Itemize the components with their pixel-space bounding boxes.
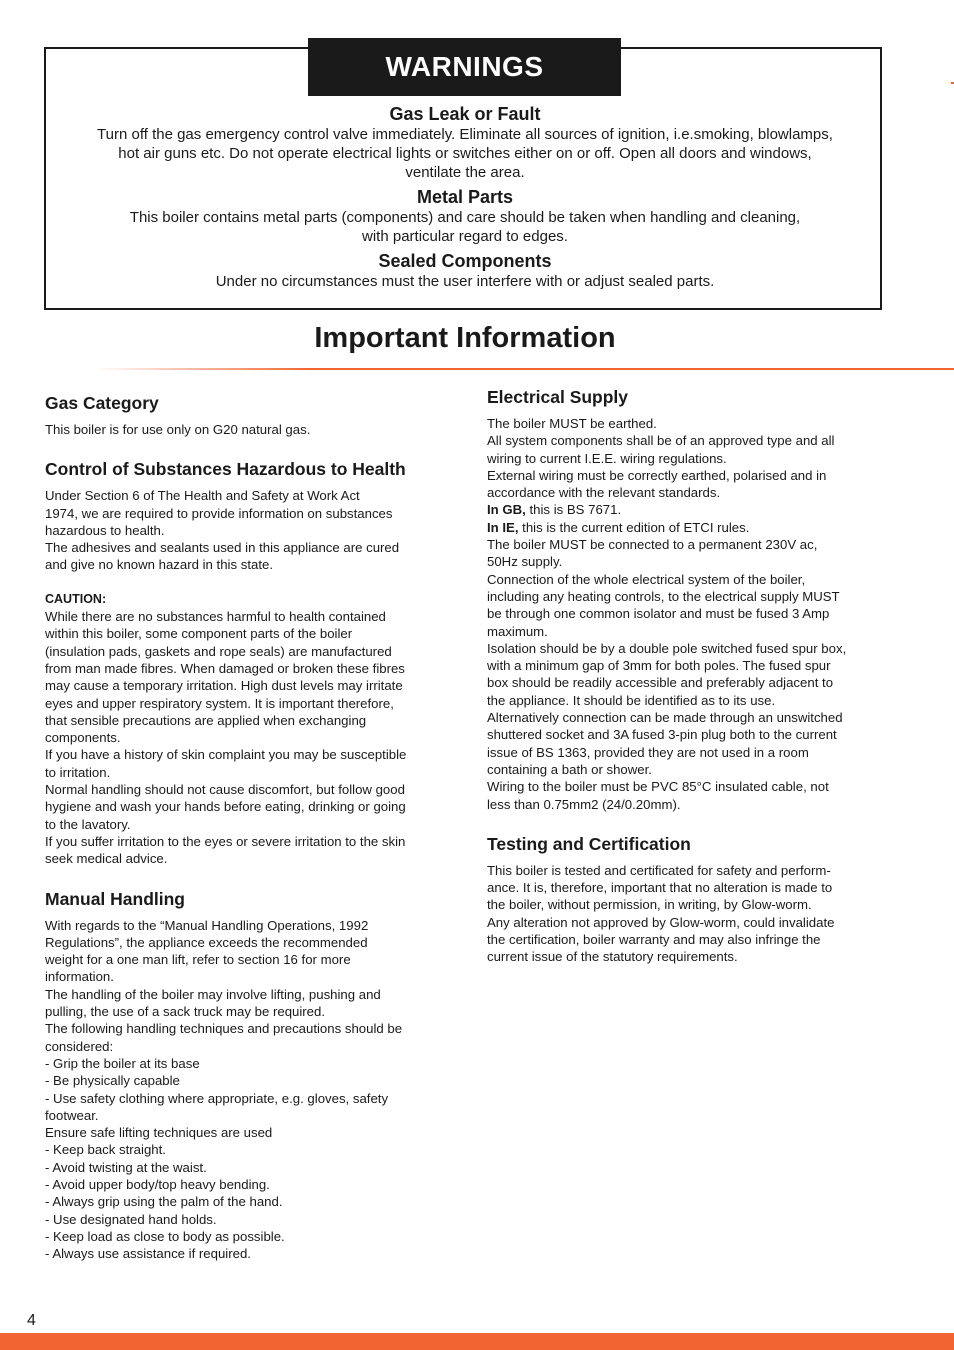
warning-text-sealed-components (60, 272, 870, 291)
right-column (487, 386, 887, 966)
page-number: 4 (27, 1312, 36, 1329)
warning-line: ventilate the area. (405, 164, 525, 181)
caution-text: While there are no substances harmful to health contained within this boiler, some component parts of the boiler (insulation pads, gaskets and rope seals) are manufactured from man made fibres. When damaged or broken these fibres may cause a temporary irritation. High dust levels may irritate eyes and upper respiratory system. It is important therefore, that sensible precautions are applied when exchanging components. If you have a history of skin complaint you may be susceptible to irritation. Normal handling should not cause discomfort, but follow good hygiene and wash your hands before eating, drinking or going to the lavatory. If you suffer irritation to the eyes or severe irritation to the skin seek medical advice. (45, 609, 407, 867)
warning-heading-gas-leak: Gas Leak or Fault (389, 104, 541, 124)
warnings-title: WARNINGS (308, 38, 621, 96)
left-column (45, 392, 445, 1262)
electrical-gb-line (487, 501, 887, 518)
electrical-supply-text-2: The boiler MUST be connected to a permanent 230V ac, 50Hz supply. Connection of the whole electrical system of the boiler, including any heating controls, to the electrical supply MUST be through one common isolator and must be fused 3 Amp maximum. Isolation should be by a double pole switched fused spur box, with a minimum gap of 3mm for both poles. The fused spur box should be readily accessible and preferably adjacent to the appliance. It should be identified as to its use. Alternatively connection can be made through an unswitched shuttered socket and 3A fused 3-pin plug both to the current issue of BS 1363, provided they are not used in a room containing a bath or shower. Wiring to the boiler must be PVC 85°C insulated cable, not less than 0.75mm2 (24/0.20mm). (487, 537, 847, 812)
testing-certification-heading: Testing and Certification (487, 833, 691, 854)
manual-handling-heading: Manual Handling (45, 888, 185, 909)
gas-category-text: This boiler is for use only on G20 natural gas. (45, 422, 311, 437)
electrical-supply-heading: Electrical Supply (487, 387, 629, 407)
testing-certification-text: This boiler is tested and certificated for safety and perform- ance. It is, therefore, important that no alteration is made to the boiler, without permission, in writing, by Glow-worm. Any alteration not approved by Glow-worm, could invalidate the certification, boiler warranty and may also infringe the current issue of the statutory requirements. (487, 862, 835, 965)
electrical-supply-text-1: The boiler MUST be earthed. All system components shall be of an approved type and all wiring to current I.E.E. wiring regulations. External wiring must be correctly earthed, polarised and in accordance with the relevant standards. (487, 416, 835, 501)
page-title: Important Information (314, 322, 616, 354)
warning-heading-metal-parts: Metal Parts (416, 187, 514, 207)
ie-text: this is the current edition of ETCI rules. (518, 519, 750, 535)
warning-text-metal-parts (60, 208, 870, 246)
warning-text-gas-leak (60, 125, 870, 182)
coshh-heading: Control of Substances Hazardous to Health (45, 459, 406, 480)
warning-line: Under no circumstances must the user interfere with or adjust sealed parts. (215, 273, 715, 290)
warnings-content (60, 103, 870, 295)
coshh-text: Under Section 6 of The Health and Safety at Work Act 1974, we are required to provide information on substances hazardous to health. The adhesives and sealants used in this appliance are cured and give no known hazard in this state. (45, 488, 400, 573)
caution-label: CAUTION: (45, 591, 107, 606)
gas-category-heading: Gas Category (45, 393, 159, 413)
footer-bar (0, 1333, 954, 1350)
title-divider (95, 368, 954, 370)
manual-handling-text: With regards to the “Manual Handling Operations, 1992 Regulations”, the appliance exceeds the recommended weight for a one man lift, refer to section 16 for more information. The handling of the boiler may involve lifting, pushing and pulling, the use of a sack truck may be required. The following handling techniques and precautions should be considered: - Grip the boiler at its base - Be physically capable - Use safety clothing where appropriate, e.g. gloves, safety footwear. Ensure safe lifting techniques are used - Keep back straight. - Avoid twisting at the waist. - Avoid upper body/top heavy bending. - Always grip using the palm of the hand. - Use designated hand holds. - Keep load as close to body as possible. - Always use assistance if required. (45, 917, 403, 1262)
warning-heading-sealed-components: Sealed Components (378, 251, 552, 271)
gb-label: In GB, (487, 502, 526, 518)
ie-label: In IE, (487, 519, 519, 535)
gb-text: this is BS 7671. (525, 502, 622, 518)
warning-line: Turn off the gas emergency control valve immediately. Eliminate all sources of ignition, i.e.smoking, blowlamps, (97, 126, 833, 143)
electrical-ie-line (487, 519, 887, 536)
warning-line: hot air guns etc. Do not operate electrical lights or switches either on or off. Open all doors and windows, (118, 145, 812, 162)
warning-line: with particular regard to edges. (362, 228, 568, 245)
warning-line: This boiler contains metal parts (components) and care should be taken when handling and cleaning, (129, 209, 801, 226)
